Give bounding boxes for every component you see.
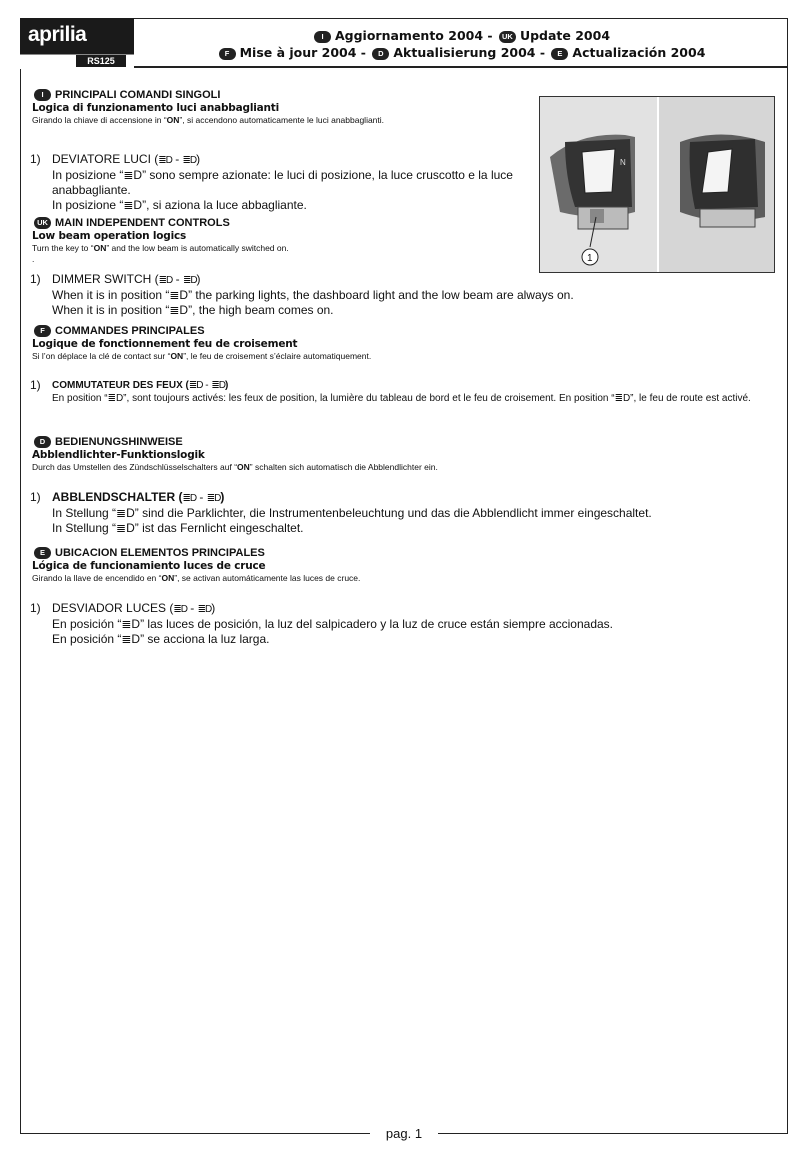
footer-rule [20,1133,370,1134]
section-title: MAIN INDEPENDENT CONTROLS [55,217,230,229]
section-uk [32,216,778,272]
section-intro: Turn the key to “ON” and the low beam is automatically switched on. [32,243,289,253]
callout-number: 1 [587,253,593,264]
section-intro: Girando la chiave di accensione in “ON”, si accendono automaticamente le luci anabbaglianti. [32,115,385,125]
switch-mark: N [620,158,626,167]
header-title-uk: Update 2004 [519,28,611,43]
flag-badge: UK [34,217,51,229]
section-es [32,546,778,601]
section-title: BEDIENUNGSHINWEISE [55,436,183,448]
item-deviatore: 1) DEVIATORE LUCI (≣D - ≣D) In posizione “≣D” sono sempre azionate: le luci di posizione, la luce cruscotto e la luce anabbagliante. In posizione “≣D”, si aziona la luce abbagliante. [30,152,513,212]
header-title-fr: Mise à jour 2004 - [239,45,366,60]
header-line-2 [134,45,788,60]
flag-badge: D [34,436,51,448]
section-title: COMMANDES PRINCIPALES [55,325,205,337]
page-number: pag. 1 [370,1126,438,1141]
flag-badge: E [551,48,568,60]
section-subtitle: Low beam operation logics [32,230,187,242]
header-title-es: Actualización 2004 [572,45,706,60]
section-intro: Girando la llave de encendido en “ON”, se activan automáticamente las luces de cruce. [32,573,361,583]
section-subtitle: Lógica de funcionamiento luces de cruce [32,560,266,572]
content-body [32,88,778,651]
section-title: PRINCIPALI COMANDI SINGOLI [55,89,221,101]
section-subtitle: Logica di funzionamento luci anabbaglianti [32,102,279,114]
header-rule [134,66,788,68]
header-line-1 [134,28,788,43]
item-commutateur: 1) COMMUTATEUR DES FEUX (≣D - ≣D) En position “≣D”, sont toujours activés: les feux de position, la lumière du tableau de bord et le feu de croisement. En position “≣D”, le feu de route est activé. [30,378,751,404]
section-intro: Si l’on déplace la clé de contact sur “ON”, le feu de croisement s’éclaire automatiquement. [32,351,372,361]
model-badge: RS125 [76,55,126,67]
section-de [32,435,778,490]
header-title-it: Aggiornamento 2004 - [334,28,493,43]
flag-badge: I [34,89,51,101]
flag-badge: D [372,48,389,60]
section-subtitle: Logique de fonctionnement feu de croisement [32,338,298,350]
stray-dot: . [32,254,35,264]
header-title-de: Aktualisierung 2004 - [393,45,546,60]
item-dimmer: 1) DIMMER SWITCH (≣D - ≣D) When it is in position “≣D” the parking lights, the dashboard light and the low beam are always on. When it is in position “≣D”, the high beam comes on. [30,272,574,317]
brand-logo [20,18,134,68]
flag-badge: E [34,547,51,559]
flag-badge: F [219,48,236,60]
flag-badge: I [314,31,331,43]
section-it [32,88,778,152]
section-title: UBICACION ELEMENTOS PRINCIPALES [55,547,265,559]
section-subtitle: Abblendlichter-Funktionslogik [32,449,205,461]
section-fr [32,324,778,379]
section-intro: Durch das Umstellen des Zündschlüsselschalters auf “ON” schalten sich automatisch die Abblendlichter ein. [32,462,438,472]
item-abblendschalter: 1) ABBLENDSCHALTER (≣D - ≣D) In Stellung “≣D” sind die Parklichter, die Instrumentenbeleuchtung und das die Abblendlicht immer eingeschaltet. In Stellung “≣D” ist das Fernlicht eingeschaltet. [30,490,652,535]
brand-name: aprilia [28,23,87,46]
item-desviador: 1) DESVIADOR LUCES (≣D - ≣D) En posición “≣D” las luces de posición, la luz del salpicadero y la luz de cruce están siempre accionadas. En posición “≣D” se acciona la luz larga. [30,601,614,646]
flag-badge: F [34,325,51,337]
footer-rule [438,1133,788,1134]
flag-badge: UK [499,31,516,43]
